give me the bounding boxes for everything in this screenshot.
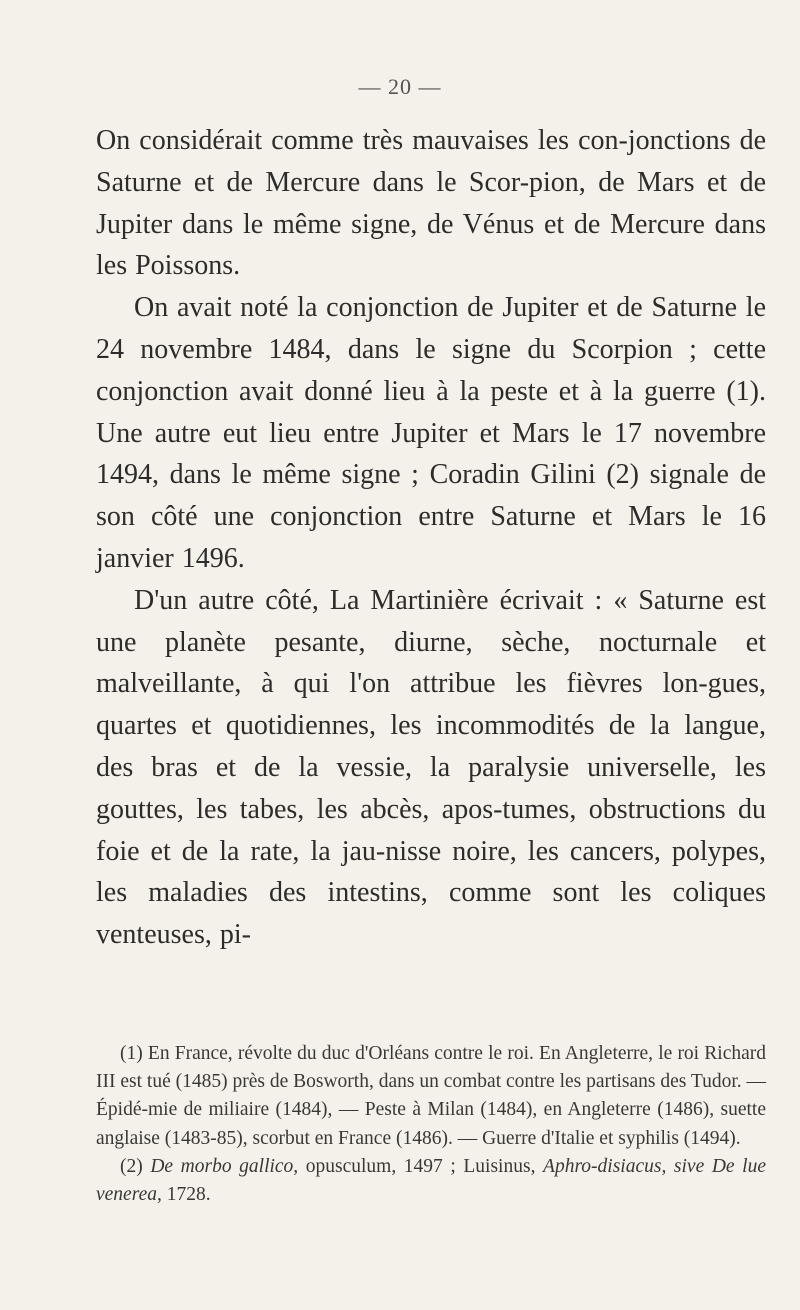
footnote-2-title-1: De morbo gallico, (150, 1155, 299, 1177)
footnote-2-marker: (2) (120, 1155, 151, 1177)
footnote-2-title-2: Aphro-disiacus, sive De lue venerea, (96, 1155, 766, 1206)
body-text (96, 120, 766, 956)
footnote-2 (96, 1153, 766, 1209)
footnote-1: (1) En France, révolte du duc d'Orléans contre le roi. En Angleterre, le roi Richard III est tué (1485) près de Bosworth, dans un combat contre les partisans des Tudor. — Épidé-mie de miliaire (1484), — Peste à Milan (1484), en Angleterre (1486), suette anglaise (1483-85), scorbut en France (1486). — Guerre d'Italie et syphilis (1494). (96, 1043, 766, 1149)
footnote-2-text: opusculum, 1497 ; Luisinus, (298, 1155, 544, 1177)
footnotes (96, 1040, 766, 1209)
paragraph-3: D'un autre côté, La Martinière écrivait : « Saturne est une planète pesante, diurne, sèche, nocturnale et malveillante, à qui l'on attribue les fièvres lon-gues, quartes et quotidiennes, les incommodités de la langue, des bras et de la vessie, la paralysie universelle, les gouttes, les tabes, les abcès, apos-tumes, obstructions du foie et de la rate, la jau-nisse noire, les cancers, polypes, les maladies des intestins, comme sont les coliques venteuses, pi- (96, 584, 766, 951)
footnote-2-year: 1728. (161, 1184, 211, 1206)
page-number: — 20 — (358, 74, 442, 99)
paragraph-2: On avait noté la conjonction de Jupiter et de Saturne le 24 novembre 1484, dans le signe du Scorpion ; cette conjonction avait donné lieu à la peste et à la guerre (1). Une autre eut lieu entre Jupiter et Mars le 17 novembre 1494, dans le même signe ; Coradin Gilini (2) signale de son côté une conjonction entre Saturne et Mars le 16 janvier 1496. (96, 292, 766, 574)
paragraph-1: On considérait comme très mauvaises les con-jonctions de Saturne et de Mercure dans le Scor-pion, de Mars et de Jupiter dans le même signe, de Vénus et de Mercure dans les Poissons. (96, 125, 766, 282)
